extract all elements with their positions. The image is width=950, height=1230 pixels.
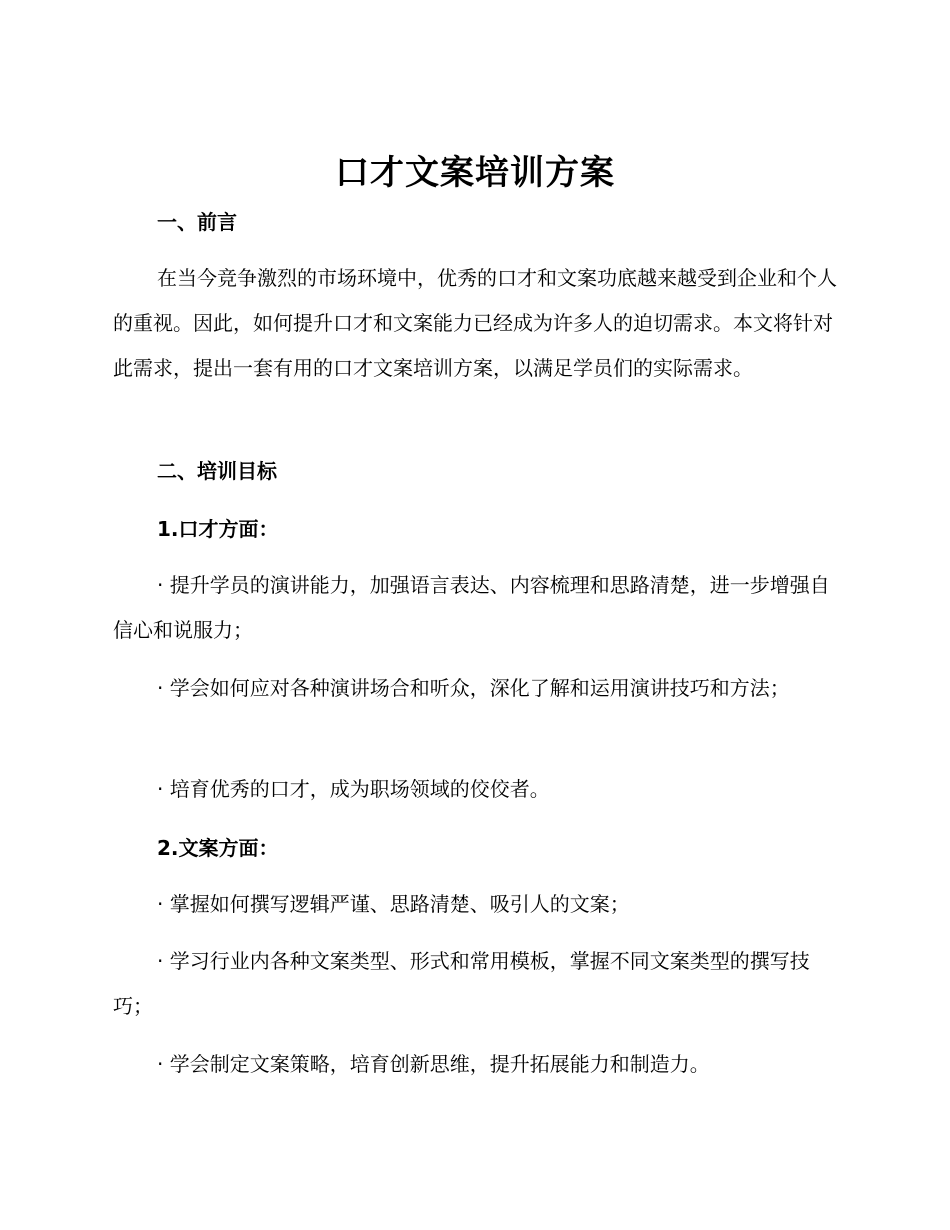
speech-item-3: · 培育优秀的口才，成为职场领域的佼佼者。 [157, 777, 550, 801]
section-heading-preface: 一、前言 [157, 210, 237, 234]
subheading-speech: 1.口才方面： [157, 517, 279, 541]
subheading-copywriting: 2.文案方面： [157, 836, 279, 860]
copywriting-item-2: · 学习行业内各种文案类型、形式和常用模板，掌握不同文案类型的撰写技巧； [113, 949, 810, 1018]
speech-item-1: · 提升学员的演讲能力，加强语言表达、内容梳理和思路清楚，进一步增强自信心和说服力； [113, 573, 830, 642]
preface-paragraph: 在当今竞争激烈的市场环境中，优秀的口才和文案功底越来越受到企业和个人的重视。因此，如何提升口才和文案能力已经成为许多人的迫切需求。本文将针对此需求，提出一套有用的口才文案培训方案，以满足学员们的实际需求。 [113, 266, 837, 380]
copywriting-item-3: · 学会制定文案策略，培育创新思维，提升拓展能力和制造力。 [157, 1052, 710, 1076]
copywriting-item-1: · 掌握如何撰写逻辑严谨、思路清楚、吸引人的文案； [157, 892, 630, 916]
document-title: 口才文案培训方案 [335, 153, 615, 193]
speech-item-2: · 学会如何应对各种演讲场合和听众，深化了解和运用演讲技巧和方法； [157, 676, 790, 700]
section-heading-goals: 二、培训目标 [157, 459, 277, 483]
